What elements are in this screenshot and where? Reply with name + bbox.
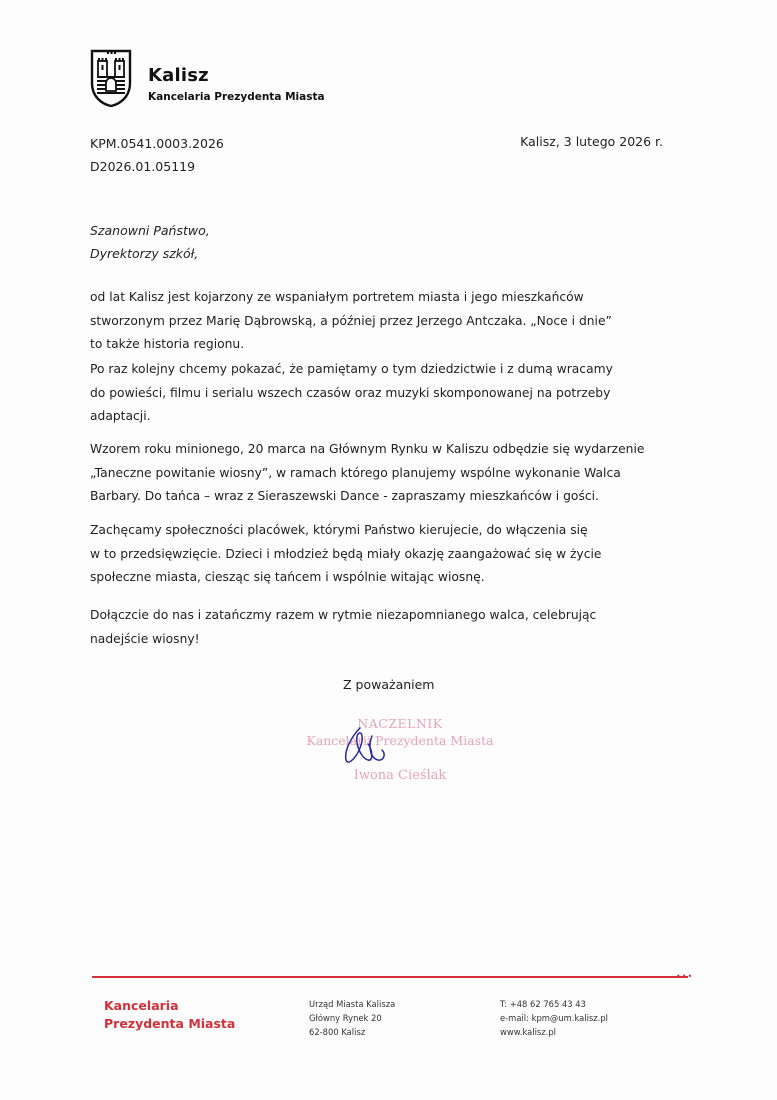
text-line: od lat Kalisz jest kojarzony ze wspaniałym portretem miasta i jego mieszkańców [90,290,584,304]
text-line: Po raz kolejny chcemy pokazać, że pamiętamy o tym dziedzictwie i z dumą wracamy [90,362,613,376]
text-line: „Taneczne powitanie wiosny”, w ramach którego planujemy wspólne wykonanie Walca [90,465,621,480]
brand-name: Kalisz [148,65,209,86]
text-line: Zachęcamy społeczności placówek, którymi Państwo kierujecie, do włączenia się [90,523,588,537]
salutation [90,219,210,265]
paragraph-3 [90,438,700,509]
paragraph-4 [90,519,700,590]
text-line: Dołączcie do nas i zatańczmy razem w rytmie niezapomnianego walca, celebrując [90,608,597,622]
footer-address [309,997,395,1039]
footer-organization [104,997,235,1033]
brand-subtitle: Kancelaria Prezydenta Miasta [148,91,325,103]
text-line: do powieści, filmu i serialu wszech czasów oraz muzyki skomponowanej na potrzeby [90,385,611,400]
footer-org-line: Kancelaria [104,998,179,1013]
kalisz-coat-of-arms-icon [90,47,132,107]
footer-contact [500,997,608,1039]
phone-number: T: +48 62 765 43 43 [500,999,586,1009]
place-date: Kalisz, 3 lutego 2026 r. [520,134,663,149]
salutation-line: Szanowni Państwo, [90,223,210,238]
address-line: Główny Rynek 20 [309,1013,382,1023]
footer-org-line: Prezydenta Miasta [104,1016,236,1031]
footer-divider [92,976,688,978]
footer-divider-dots: ••• [676,972,694,981]
handwritten-signature-icon [338,718,408,768]
paragraph-2 [90,358,700,429]
case-number: KPM.0541.0003.2026 [90,136,224,151]
text-line: Wzorem roku minionego, 20 marca na Głównym Rynku w Kaliszu odbędzie się wydarzenie [90,442,645,456]
salutation-line: Dyrektorzy szkół, [90,246,199,261]
document-number: D2026.01.05119 [90,159,196,174]
text-line: stworzonym przez Marię Dąbrowską, a później przez Jerzego Antczaka. „Noce i dnie” [90,313,612,328]
paragraph-5 [90,604,700,651]
text-line: Barbary. Do tańca – wraz z Sieraszewski Dance - zapraszamy mieszkańców i gości. [90,489,599,503]
stamp-name: Iwona Cieślak [353,768,447,783]
text-line: nadejście wiosny! [90,631,200,646]
text-line: w to przedsięwzięcie. Dzieci i młodzież będą miały okazję zaangażować się w życie [90,546,602,561]
website-link[interactable]: www.kalisz.pl [500,1027,556,1037]
stamp-title: NACZELNIK [357,716,443,731]
stamp-department: Kancelarii Prezydenta Miasta [306,733,494,748]
paragraph-1 [90,286,700,357]
address-line: 62-800 Kalisz [309,1027,366,1037]
text-line: to także historia regionu. [90,337,245,351]
address-line: Urząd Miasta Kalisza [309,999,396,1009]
text-line: adaptacji. [90,409,151,423]
email-address[interactable]: e-mail: kpm@um.kalisz.pl [500,1013,608,1023]
closing: Z poważaniem [343,677,435,692]
text-line: społeczne miasta, ciesząc się tańcem i wspólnie witając wiosnę. [90,570,485,584]
